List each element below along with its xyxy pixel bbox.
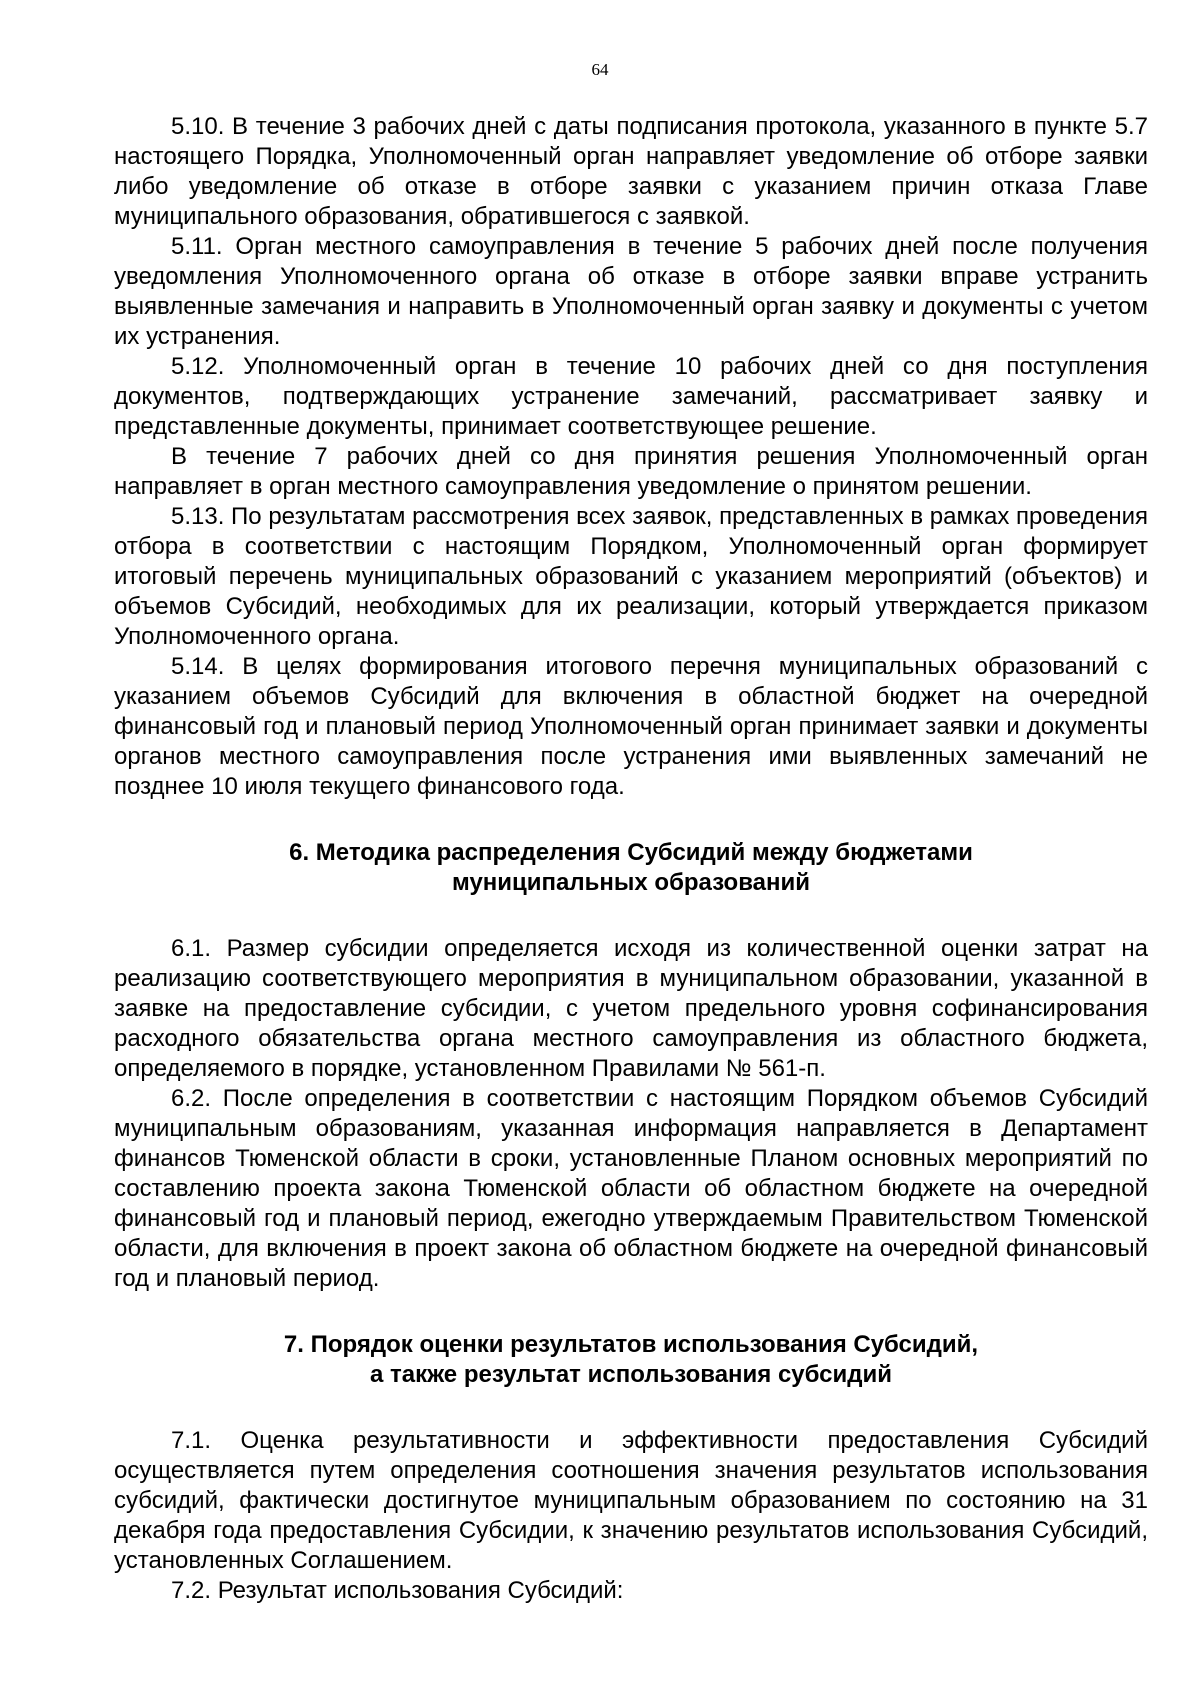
paragraph-5-14: 5.14. В целях формирования итогового перечня муниципальных образований с указанием объемов Субсидий для включения в областной бюджет на очередной финансовый год и плановый период Уполномоченный орган принимает заявки и документы органов местного самоуправления после устранения ими выявленных замечаний не позднее 10 июля текущего финансового года. [114,653,1148,800]
paragraph-5-12-continued: В течение 7 рабочих дней со дня принятия решения Уполномоченный орган направляет в орган местного самоуправления уведомление о принятом решении. [114,443,1148,500]
paragraph-5-11: 5.11. Орган местного самоуправления в течение 5 рабочих дней после получения уведомления Уполномоченного органа об отказе в отборе заявки вправе устранить выявленные замечания и направить в Уполномоченный орган заявку и документы с учетом их устранения. [114,233,1148,350]
paragraph-7-2: 7.2. Результат использования Субсидий: [171,1577,624,1604]
document-body [114,112,1148,1606]
paragraph-5-12: 5.12. Уполномоченный орган в течение 10 рабочих дней со дня поступления документов, подтверждающих устранение замечаний, рассматривает заявку и представленные документы, принимает соответствующее решение. [114,353,1148,440]
page-number: 64 [591,60,609,79]
paragraph-7-1: 7.1. Оценка результативности и эффективности предоставления Субсидий осуществляется путем определения соотношения значения результатов использования субсидий, фактически достигнутое муниципальным образованием по состоянию на 31 декабря года предоставления Субсидии, к значению результатов использования Субсидий, установленных Соглашением. [114,1427,1148,1574]
paragraph-5-13: 5.13. По результатам рассмотрения всех заявок, представленных в рамках проведения отбора в соответствии с настоящим Порядком, Уполномоченный орган формирует итоговый перечень муниципальных образований с указанием мероприятий (объектов) и объемов Субсидий, необходимых для их реализации, который утверждается приказом Уполномоченного органа. [114,503,1148,650]
section-6-heading-line-1: 6. Методика распределения Субсидий между бюджетами [289,839,973,866]
section-6-heading-line-2: муниципальных образований [452,869,810,896]
paragraph-6-1: 6.1. Размер субсидии определяется исходя из количественной оценки затрат на реализацию соответствующего мероприятия в муниципальном образовании, указанной в заявке на предоставление субсидии, с учетом предельного уровня софинансирования расходного обязательства органа местного самоуправления из областного бюджета, определяемого в порядке, установленном Правилами № 561-п. [114,935,1148,1082]
paragraph-6-2: 6.2. После определения в соответствии с настоящим Порядком объемов Субсидий муниципальным образованиям, указанная информация направляется в Департамент финансов Тюменской области в сроки, установленные Планом основных мероприятий по составлению проекта закона Тюменской области об областном бюджете на очередной финансовый год и плановый период, ежегодно утверждаемым Правительством Тюменской области, для включения в проект закона об областном бюджете на очередной финансовый год и плановый период. [114,1085,1148,1292]
paragraph-5-10: 5.10. В течение 3 рабочих дней с даты подписания протокола, указанного в пункте 5.7 настоящего Порядка, Уполномоченный орган направляет уведомление об отборе заявки либо уведомление об отказе в отборе заявки с указанием причин отказа Главе муниципального образования, обратившегося с заявкой. [114,113,1148,230]
section-7-heading-line-1: 7. Порядок оценки результатов использования Субсидий, [283,1331,979,1358]
section-7-heading-line-2: а также результат использования субсидий [369,1361,893,1388]
section-6-heading [114,838,1148,898]
section-7-heading [114,1330,1148,1390]
